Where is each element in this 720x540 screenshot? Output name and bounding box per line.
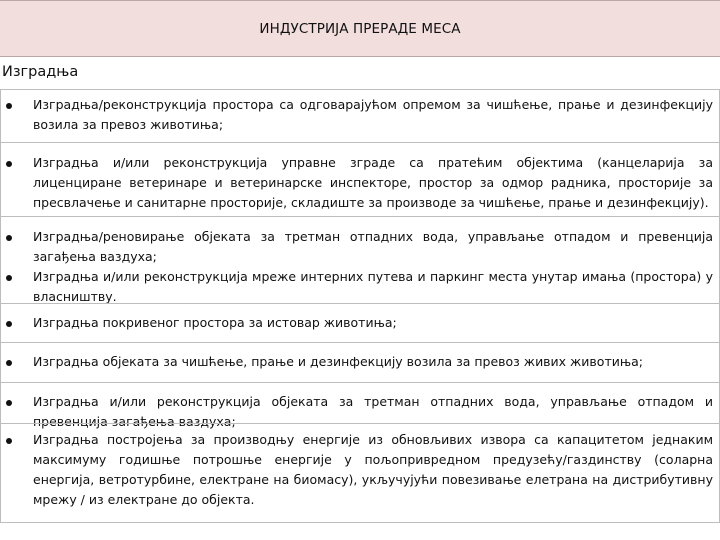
list-item <box>1 352 719 372</box>
list-item <box>1 227 719 267</box>
bullet-icon <box>6 275 12 281</box>
items-table <box>0 89 720 523</box>
bullet-icon <box>6 235 12 241</box>
bullet-icon <box>6 360 12 366</box>
item-text: Изградња објеката за чишћење, прање и дезинфекцију возила за превоз живих животиња; <box>33 354 643 369</box>
table-row <box>1 142 719 216</box>
bullet-icon <box>6 321 12 327</box>
title-bar <box>0 0 720 57</box>
list-item <box>1 153 719 213</box>
table-row <box>1 303 719 342</box>
section-label: Изградња <box>2 64 79 80</box>
table-row <box>1 89 719 142</box>
list-item <box>1 267 719 307</box>
table-row <box>1 423 719 523</box>
bullet-icon <box>6 103 12 109</box>
list-item <box>1 430 719 510</box>
item-text: Изградња постројења за производњу енергије из обновљивих извора са капацитетом једнаким максимуму годишње потрошње енергије у пољопривредном предузећу/газдинству (соларна енергија, ветротурбине, електране на биомасу), укључујући повезивање елетрана на дистрибутивну мрежу / из електране до објекта. <box>33 432 713 507</box>
bullet-icon <box>6 161 12 167</box>
item-text: Изградња и/или реконструкција мреже интерних путева и паркинг места унутар имања (простора) у власништву. <box>33 269 713 304</box>
table-row <box>1 342 719 382</box>
table-row <box>1 216 719 303</box>
item-text: Изградња покривеног простора за истовар животиња; <box>33 315 397 330</box>
page-title: ИНДУСТРИЈА ПРЕРАДЕ МЕСА <box>259 20 461 37</box>
list-item <box>1 313 719 333</box>
item-text: Изградња/реконструкција простора са одговарајућом опремом за чишћење, прање и дезинфекцију возила за превоз животиња; <box>33 97 713 132</box>
bullet-icon <box>6 400 12 406</box>
item-text: Изградња/реновирање објеката за третман отпадних вода, управљање отпадом и превенција загађења ваздуха; <box>33 229 713 264</box>
list-item <box>1 95 719 135</box>
item-text: Изградња и/или реконструкција објеката за третман отпадних вода, управљање отпадом и превенција загађења ваздуха; <box>33 394 713 429</box>
bullet-icon <box>6 438 12 444</box>
item-text: Изградња и/или реконструкција управне зграде са пратећим објектима (канцеларија за лиценциране ветеринаре и ветеринарске инспекторе, простор за одмор радника, просторије за пресвлачење и санитарне просторије, складиште за производе за чишћење, прање и дезинфекцију). <box>33 155 713 210</box>
table-row <box>1 382 719 429</box>
